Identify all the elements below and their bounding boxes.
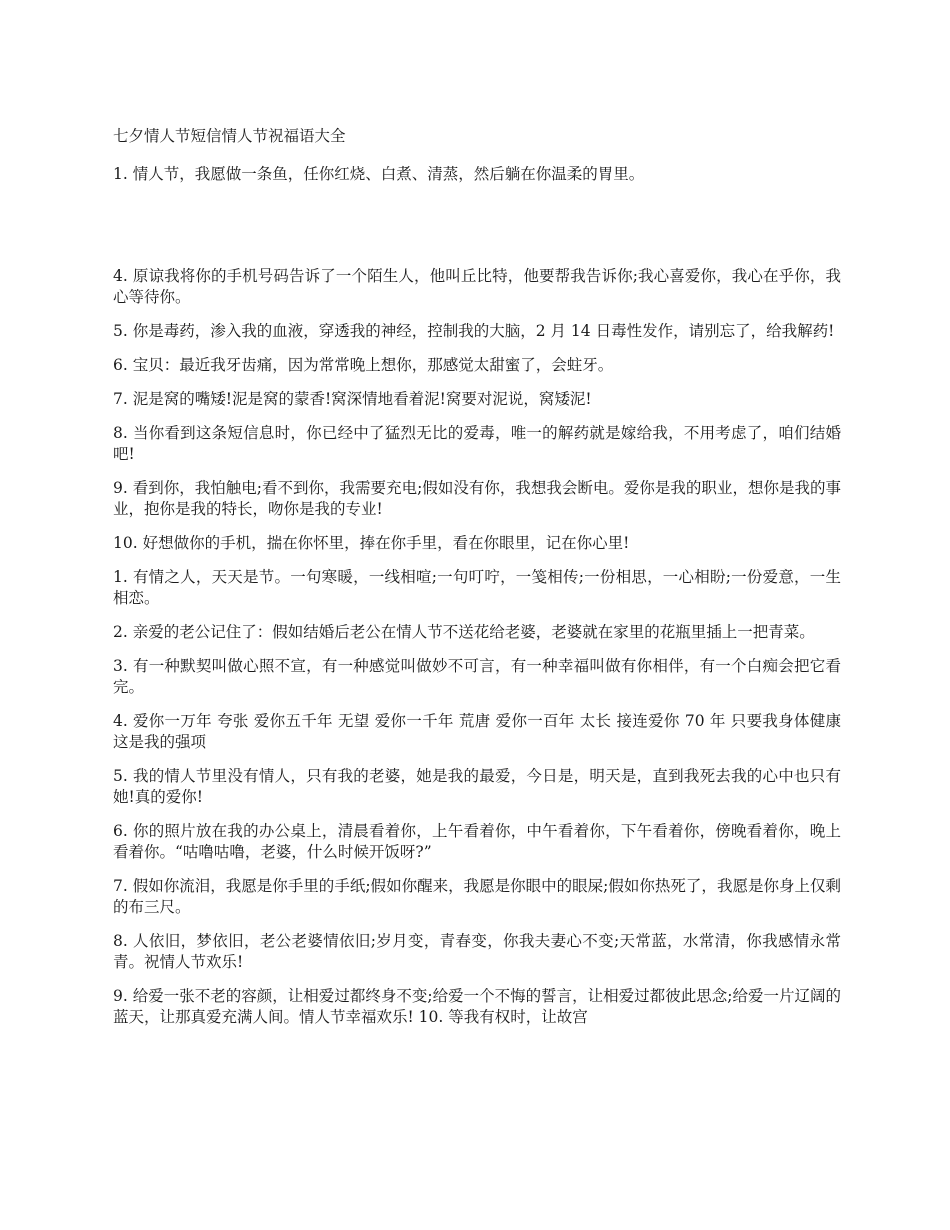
blank-gap bbox=[113, 198, 841, 266]
document-title: 七夕情人节短信情人节祝福语大全 bbox=[113, 127, 346, 145]
paragraph: 7. 泥是窝的嘴矮!泥是窝的蒙香!窝深情地看着泥!窝要对泥说，窝矮泥! bbox=[113, 390, 592, 408]
paragraph: 8. 当你看到这条短信息时，你已经中了猛烈无比的爱毒，唯一的解药就是嫁给我，不用考虑了，咱们结婚吧! bbox=[113, 424, 841, 463]
paragraph: 9. 给爱一张不老的容颜，让相爱过都终身不变;给爱一个不悔的誓言，让相爱过都彼此思念;给爱一片辽阔的蓝天，让那真爱充满人间。情人节幸福欢乐! 10. 等我有权时，让故宫 bbox=[113, 987, 841, 1026]
paragraph: 10. 好想做你的手机，揣在你怀里，捧在你手里，看在你眼里，记在你心里! bbox=[113, 534, 630, 552]
paragraph: 4. 原谅我将你的手机号码告诉了一个陌生人，他叫丘比特，他要帮我告诉你;我心喜爱你，我心在乎你，我心等待你。 bbox=[113, 267, 841, 306]
paragraph: 2. 亲爱的老公记住了：假如结婚后老公在情人节不送花给老婆，老婆就在家里的花瓶里插上一把青菜。 bbox=[113, 623, 815, 641]
document-body bbox=[113, 126, 841, 1041]
paragraph: 3. 有一种默契叫做心照不宣，有一种感觉叫做妙不可言，有一种幸福叫做有你相伴，有一个白痴会把它看完。 bbox=[113, 657, 841, 696]
paragraph: 8. 人依旧，梦依旧，老公老婆情依旧;岁月变，青春变，你我夫妻心不变;天常蓝，水常清，你我感情永常青。祝情人节欢乐! bbox=[113, 932, 841, 971]
paragraph: 6. 你的照片放在我的办公桌上，清晨看着你，上午看着你，中午看着你，下午看着你，傍晚看着你，晚上看着你。“咕噜咕噜，老婆，什么时候开饭呀?” bbox=[113, 822, 841, 861]
paragraph: 5. 我的情人节里没有情人，只有我的老婆，她是我的最爱，今日是，明天是，直到我死去我的心中也只有她!真的爱你! bbox=[113, 767, 841, 806]
paragraph: 9. 看到你，我怕触电;看不到你，我需要充电;假如没有你，我想我会断电。爱你是我的职业，想你是我的事业，抱你是我的特长，吻你是我的专业! bbox=[113, 479, 841, 518]
paragraph: 4. 爱你一万年 夸张 爱你五千年 无望 爱你一千年 荒唐 爱你一百年 太长 接连爱你 70 年 只要我身体健康 这是我的强项 bbox=[113, 712, 841, 751]
paragraph: 7. 假如你流泪，我愿是你手里的手纸;假如你醒来，我愿是你眼中的眼屎;假如你热死了，我愿是你身上仅剩的布三尺。 bbox=[113, 877, 841, 916]
paragraph: 1. 有情之人，天天是节。一句寒暖，一线相喧;一句叮咛，一笺相传;一份相思，一心相盼;一份爱意，一生相恋。 bbox=[113, 568, 841, 607]
paragraph: 1. 情人节，我愿做一条鱼，任你红烧、白煮、清蒸，然后躺在你温柔的胃里。 bbox=[113, 165, 645, 183]
paragraph: 6. 宝贝：最近我牙齿痛，因为常常晚上想你，那感觉太甜蜜了，会蛀牙。 bbox=[113, 356, 614, 374]
paragraph: 5. 你是毒药，渗入我的血液，穿透我的神经，控制我的大脑，2 月 14 日毒性发作，请别忘了，给我解药! bbox=[113, 322, 835, 340]
